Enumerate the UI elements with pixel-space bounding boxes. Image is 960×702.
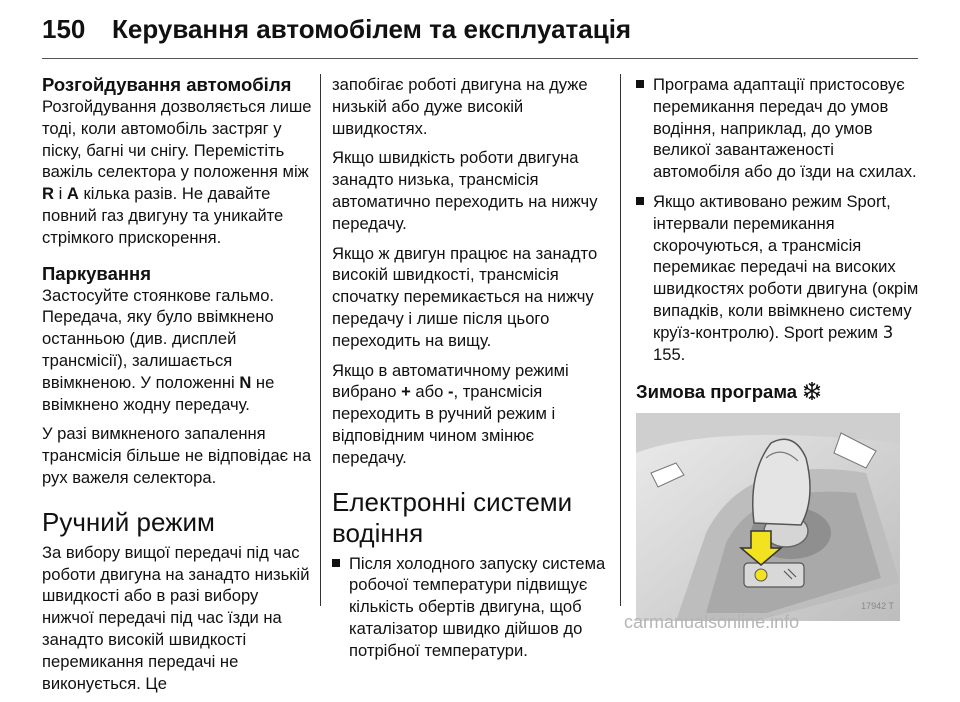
list-item-text: Після холодного запуску система робочої температури підвищує кількість обертів двигуна, щоб каталізатор швидко дійшов до потрібної температури. <box>349 553 606 660</box>
text-run: кілька разів. Не давайте повний газ двигуну та уникайте стрімкого прискорення. <box>42 184 284 247</box>
paragraph-low-speed: Якщо швидкість роботи двигуна занадто низька, трансмісія автоматично переходить на нижчу передачу. <box>332 148 598 233</box>
paragraph-plus-minus <box>332 360 608 469</box>
bullet-list-2 <box>636 74 922 365</box>
section-title-rocking: Розгойдування автомобіля <box>42 74 292 95</box>
square-bullet-icon <box>332 559 340 567</box>
list-item-text: Якщо активовано режим Sport, інтервали перемикання скорочуються, а трансмісія перемикає передачі на високих швидкостях роботи двигуна (окрім випадків, коли ввімкнено систему круїз-контролю). Sport режим <box>653 191 919 342</box>
column-divider-1 <box>320 74 321 606</box>
plus-symbol: + <box>401 382 411 402</box>
minus-symbol: - <box>447 382 454 402</box>
text-run: не ввімкнено жодну передачу. <box>42 372 275 414</box>
snowflake-icon <box>802 381 822 401</box>
paragraph-manual-mode: За вибору вищої передачі під час роботи двигуна на занадто низькій швидкості або в разі вибору нижчої передачі під час їзди на занадто високій швидкості перемикання передачі не виконується. Це <box>42 542 310 693</box>
text-run: Розгойдування дозволяється лише тоді, коли автомобіль застряг у піску, багні чи снігу. Перемістіть важіль селектора у положення між <box>42 97 312 182</box>
watermark: carmanualsonline.info <box>624 612 800 632</box>
chapter-title: Керування автомобілем та експлуатація <box>112 14 632 44</box>
section-title-text: Зимова програма <box>636 381 803 403</box>
section-title-parking: Паркування <box>42 262 151 284</box>
gear-a-label: A <box>66 184 79 204</box>
paragraph-continued: запобігає роботі двигуна на дуже низькій або дуже високій швидкостях. <box>332 75 588 138</box>
section-title-manual-mode: Ручний режим <box>42 506 215 537</box>
text-run: , трансмісія переходить в ручний режим і відповідним чином змінює передачу. <box>332 382 556 467</box>
text-run: Застосуйте стоянкове гальмо. Передача, яку було ввімкнено останньою (див. дисплей трансмісії), залишається ввімкненою. У положенні <box>42 285 275 392</box>
gear-lever-drawing <box>636 413 900 621</box>
figure-id: 17942 T <box>861 600 894 611</box>
list-item-text: Програма адаптації пристосовує перемикання передач до умов водіння, наприклад, до умов великої завантаженості автомобіля або до їзди на схилах. <box>653 75 917 182</box>
square-bullet-icon <box>636 80 644 88</box>
text-run: або <box>410 382 448 402</box>
gear-selector-illustration <box>636 413 900 621</box>
paragraph-parking-1 <box>42 285 314 416</box>
page-header <box>42 14 918 50</box>
page-reference-icon[interactable]: 3 <box>882 322 894 342</box>
text-run: Якщо в автоматичному режимі вибрано <box>332 360 569 402</box>
gear-r-label: R <box>42 184 54 204</box>
column-1 <box>42 74 314 702</box>
section-title-winter-program <box>636 381 922 403</box>
section-title-electronic-systems: Електронні системи водіння <box>332 486 573 548</box>
bullet-list-1 <box>332 553 608 662</box>
list-item <box>636 74 922 183</box>
list-item <box>332 553 608 662</box>
list-item <box>636 191 922 365</box>
column-3 <box>636 74 922 621</box>
gear-n-label: N <box>239 372 252 392</box>
paragraph-rocking <box>42 96 314 249</box>
page-reference[interactable]: 155. <box>653 344 686 364</box>
text-run: і <box>53 184 67 204</box>
paragraph-parking-2: У разі вимкненого запалення трансмісія більше не відповідає на рух важеля селектора. <box>42 424 312 487</box>
column-divider-2 <box>620 74 621 606</box>
column-2 <box>332 74 608 670</box>
square-bullet-icon <box>636 197 644 205</box>
header-divider <box>42 58 918 59</box>
page-number: 150 <box>42 14 86 44</box>
paragraph-high-speed: Якщо ж двигун працює на занадто високій швидкості, трансмісія спочатку перемикається на нижчу передачу і лише після цього переходить на вищу. <box>332 243 598 350</box>
